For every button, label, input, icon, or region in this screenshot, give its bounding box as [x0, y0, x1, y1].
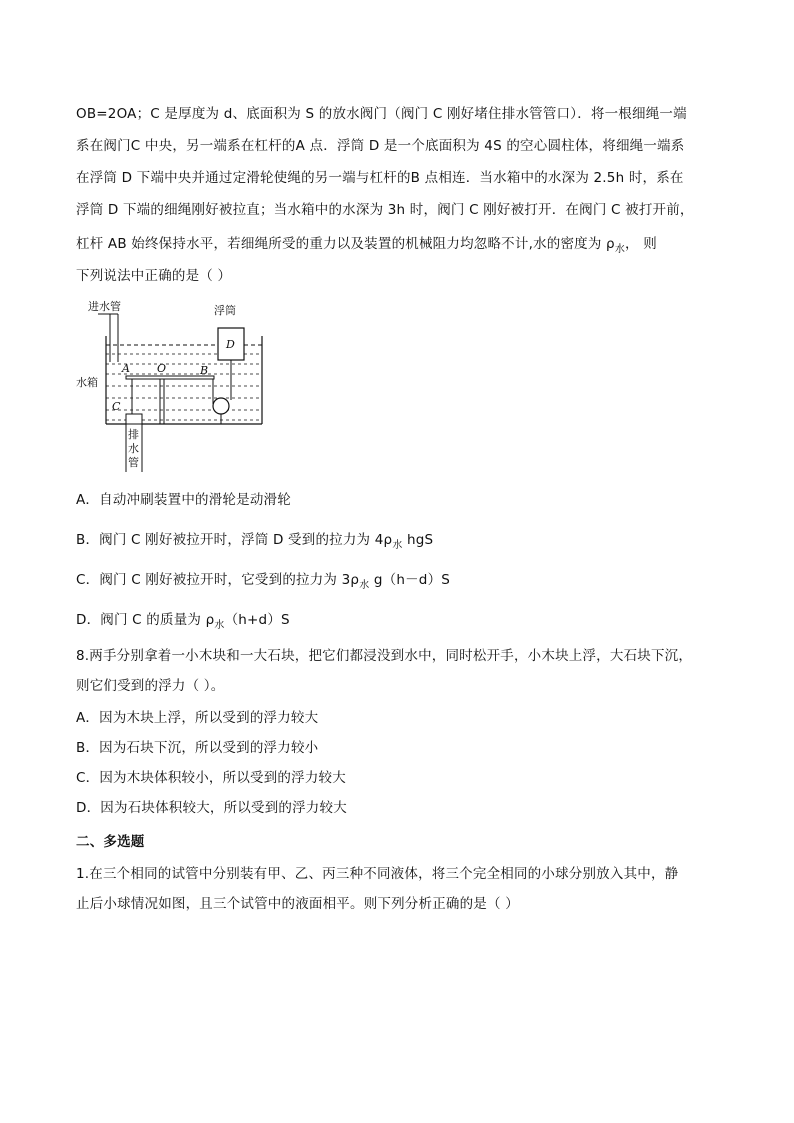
- q7-text-line: 系在阀门C 中央，另一端系在杠杆的A 点．浮筒 D 是一个底面积为 4S 的空心圆柱体，将细绳一端系: [76, 138, 685, 154]
- option-b-tail: hgS: [402, 532, 434, 548]
- valve-c: [126, 414, 142, 424]
- q7-text-line: OB=2OA；C 是厚度为 d、底面积为 S 的放水阀门（阀门 C 刚好堵住排水管管口）．将一根细绳一端: [76, 106, 687, 122]
- point-a-label: A: [122, 362, 130, 375]
- s2-q1-text-line: 1.在三个相同的试管中分别装有甲、乙、丙三种不同液体，将三个完全相同的小球分别放入其中，静: [76, 866, 679, 882]
- option-a: A．自动冲刷装置中的滑轮是动滑轮: [76, 492, 291, 508]
- water-subscript: 水: [614, 244, 626, 255]
- water-tank-diagram: [76, 296, 276, 476]
- q7-line5-tail: ， 则: [625, 236, 657, 252]
- inlet-pipe-label: 进水管: [88, 300, 121, 313]
- q7-text-line: 浮筒 D 下端的细绳刚好被拉直；当水箱中的水深为 3h 时，阀门 C 刚好被打开．在阀门 C 被打开前，: [76, 202, 694, 218]
- q8-text-line: 8.两手分别拿着一小木块和一大石块，把它们都浸没到水中，同时松开手，小木块上浮，大石块下沉，: [76, 648, 693, 664]
- point-o-label: O: [157, 362, 167, 375]
- option-c-tail: g（h－d）S: [369, 572, 451, 588]
- drain-pipe-label-char: 管: [128, 456, 139, 469]
- tank-label: 水箱: [76, 376, 98, 389]
- q7-text-line: 在浮筒 D 下端中央并通过定滑轮使绳的另一端与杠杆的B 点相连．当水箱中的水深为 2.5h 时，系在: [76, 170, 684, 186]
- pulley: [213, 398, 229, 414]
- option-c-text: C．阀门 C 刚好被拉开时，它受到的拉力为 3ρ: [76, 572, 360, 588]
- option-d: [76, 608, 290, 631]
- q7-line5-text: 杠杆 AB 始终保持水平，若细绳所受的重力以及装置的机械阻力均忽略不计,水的密度为 ρ: [76, 236, 615, 252]
- option-c: C．因为木块体积较小，所以受到的浮力较大: [76, 770, 346, 786]
- option-b: B．因为石块下沉，所以受到的浮力较小: [76, 740, 319, 756]
- valve-c-letter: C: [112, 400, 121, 413]
- option-d: D．因为石块体积较大，所以受到的浮力较大: [76, 800, 347, 816]
- option-d-text: D．阀门 C 的质量为 ρ: [76, 612, 215, 628]
- point-b-label: B: [200, 364, 209, 377]
- option-d-tail: （h+d）S: [224, 612, 290, 628]
- option-a: A．因为木块上浮，所以受到的浮力较大: [76, 710, 319, 726]
- q8-text-line: 则它们受到的浮力（ ）。: [76, 678, 225, 694]
- option-b: [76, 528, 434, 551]
- drain-pipe-label-char: 排: [128, 428, 139, 441]
- option-b-text: B．阀门 C 刚好被拉开时，浮筒 D 受到的拉力为 4ρ: [76, 532, 393, 548]
- water-subscript: 水: [214, 620, 225, 631]
- water-subscript: 水: [359, 580, 370, 591]
- drain-pipe-label-char: 水: [128, 442, 139, 455]
- q7-text-line: 下列说法中正确的是（ ）: [76, 268, 232, 284]
- s2-q1-text-line: 止后小球情况如图，且三个试管中的液面相平。则下列分析正确的是（ ）: [76, 896, 519, 912]
- float-label: 浮筒: [214, 304, 236, 317]
- water-subscript: 水: [392, 540, 403, 551]
- float-d-letter: D: [226, 338, 235, 351]
- option-c: [76, 568, 451, 591]
- section-heading: 二、多选题: [76, 834, 145, 850]
- q7-text-line: [76, 232, 657, 255]
